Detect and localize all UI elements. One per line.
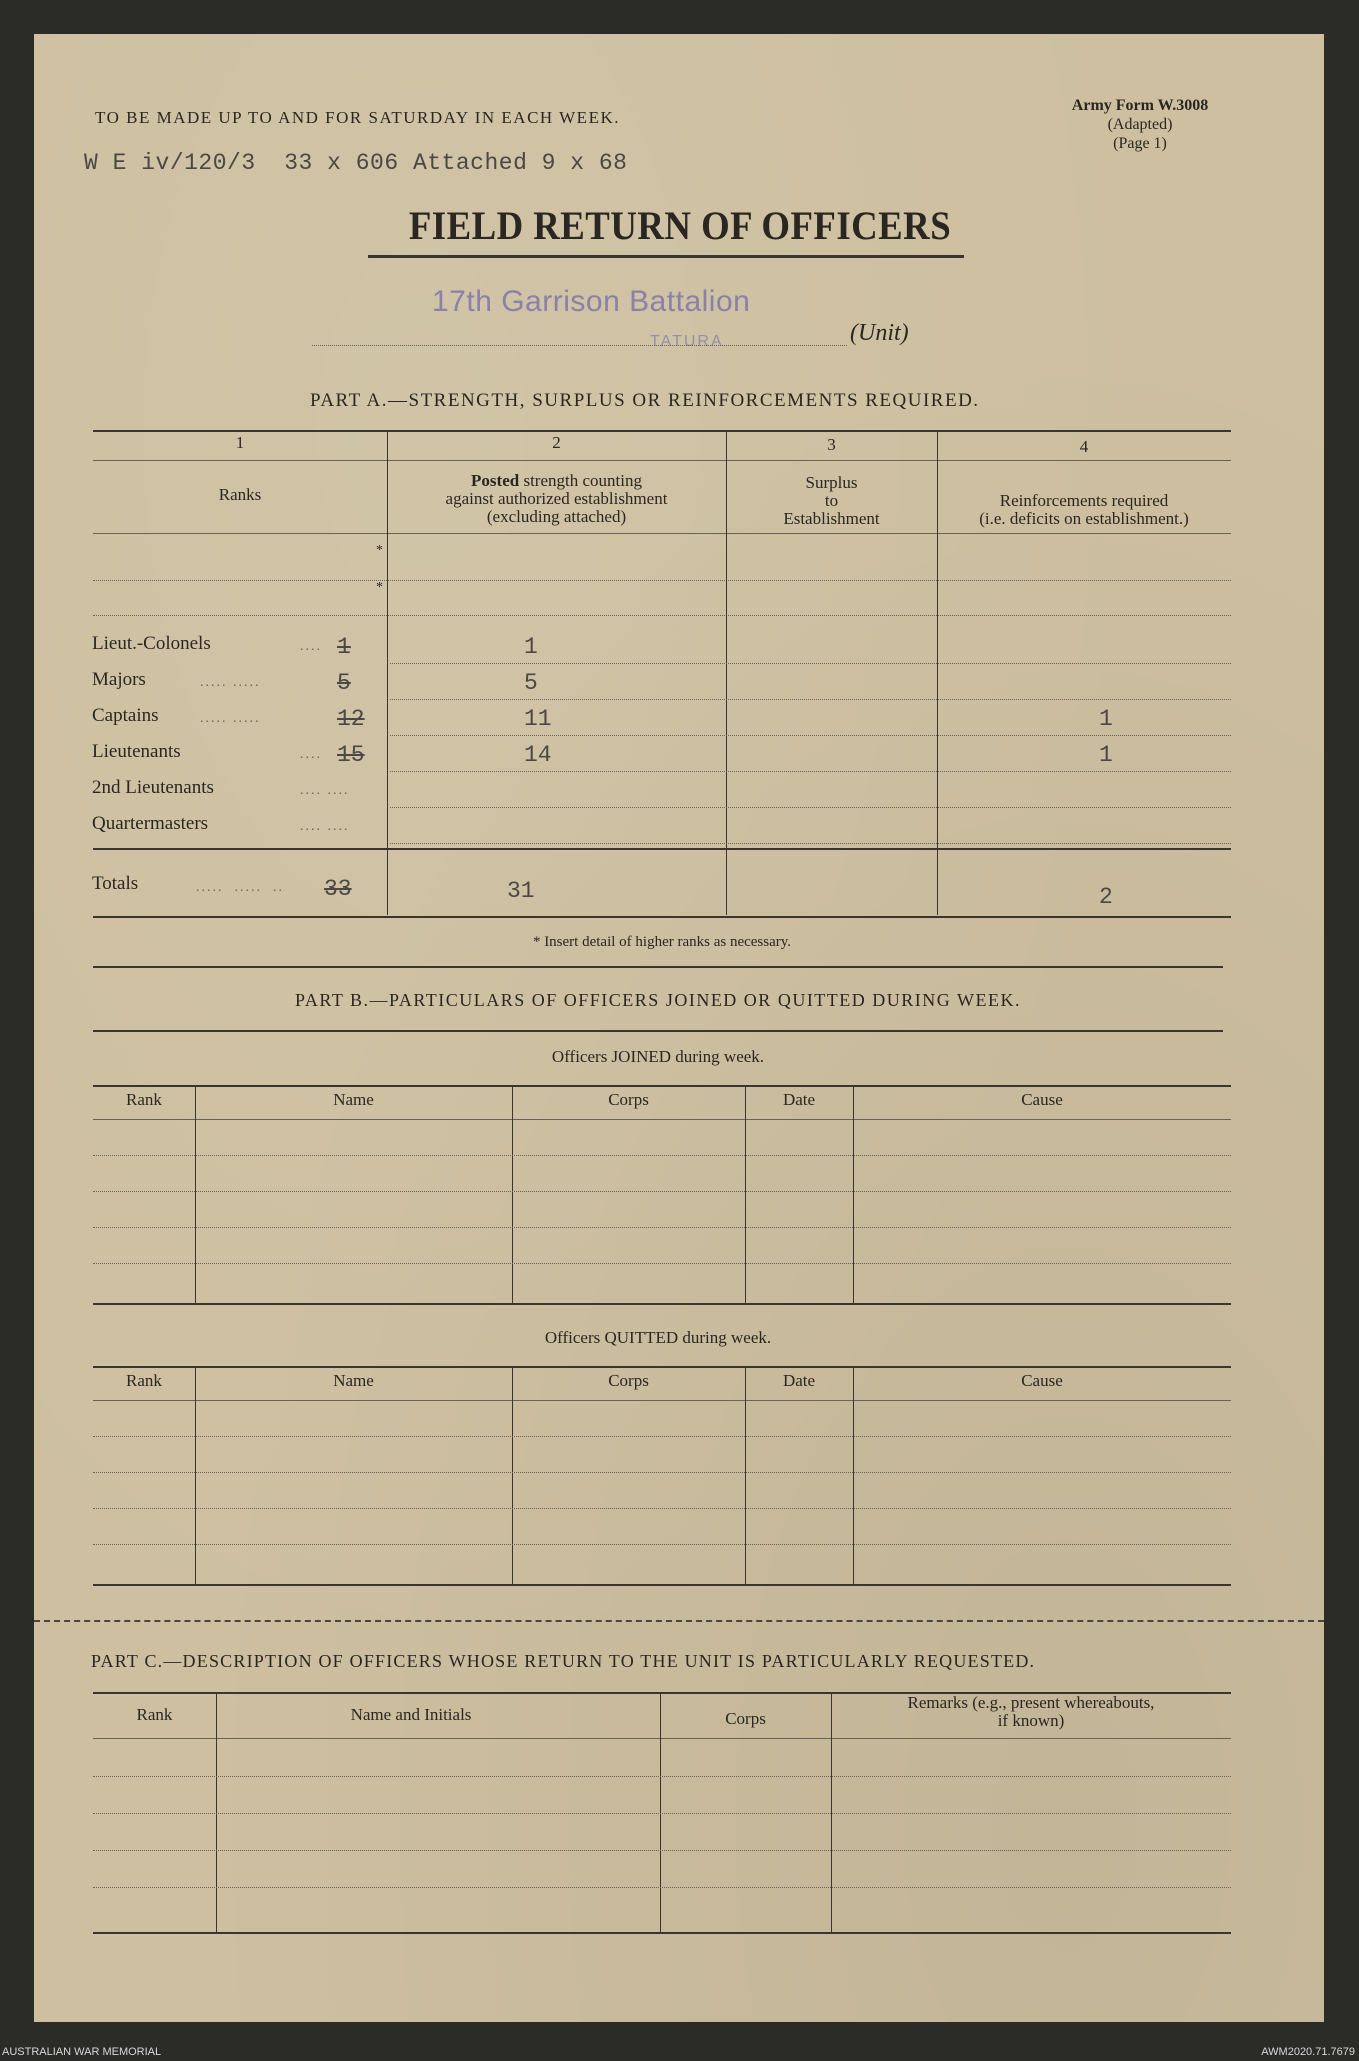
totals-posted: 31 — [507, 878, 535, 904]
perforation-line — [34, 1620, 1324, 1622]
posted-line2: against authorized establishment — [445, 489, 668, 508]
rank-label: Lieut.-Colonels — [92, 633, 211, 654]
col-number-2: 2 — [552, 433, 561, 452]
part-a-footnote: * Insert detail of higher ranks as necessary. — [532, 934, 792, 950]
part-c-col-corps: Corps — [725, 1709, 766, 1728]
quitted-col-date: Date — [782, 1371, 816, 1390]
joined-title: Officers JOINED during week. — [551, 1047, 765, 1066]
dot-leader: ..... ..... — [200, 711, 261, 726]
rank-label: Quartermasters — [92, 813, 209, 834]
row-rule — [390, 843, 1231, 844]
rank-label: Majors — [92, 669, 146, 690]
row-rule — [390, 771, 1231, 772]
dot-leader: .... .... — [300, 783, 350, 798]
part-b-heading: PART B.—PARTICULARS OF OFFICERS JOINED OR QUITTED DURING WEEK. — [295, 990, 1021, 1010]
rank-posted: 1 — [524, 634, 538, 660]
remarks-line2: if known) — [997, 1711, 1065, 1730]
col-header-posted — [387, 472, 726, 526]
col-header-surplus — [726, 474, 937, 528]
quitted-col-corps: Corps — [608, 1371, 649, 1390]
totals-label: Totals — [92, 873, 139, 894]
reinf-line2: (i.e. deficits on establishment.) — [979, 509, 1189, 528]
col-header-reinforcements — [937, 492, 1231, 528]
totals-reinforcements: 2 — [1099, 884, 1113, 910]
quitted-col-rank: Rank — [126, 1371, 162, 1390]
row-rule — [390, 735, 1231, 736]
part-a-heading: PART A.—STRENGTH, SURPLUS OR REINFORCEMENTS REQUIRED. — [310, 390, 980, 411]
rank-authorized: 15 — [337, 742, 365, 768]
typed-establishment: W E iv/120/3 33 x 606 Attached 9 x 68 — [84, 150, 628, 176]
part-c-col-name: Name and Initials — [350, 1705, 472, 1724]
joined-col-rank: Rank — [126, 1090, 162, 1109]
asterisk-1: * — [376, 543, 383, 558]
posted-bold: Posted — [471, 471, 520, 490]
form-page: (Page 1) — [1113, 135, 1167, 152]
page-title: FIELD RETURN OF OFFICERS — [408, 203, 952, 248]
rank-reinforcements: 1 — [1099, 742, 1113, 768]
col-number-3: 3 — [827, 435, 836, 454]
dot-leader: .... — [300, 639, 322, 654]
unit-stamp: 17th Garrison Battalion — [432, 285, 751, 318]
rank-label: Lieutenants — [92, 741, 181, 762]
joined-col-date: Date — [782, 1090, 816, 1109]
form-name: Army Form W.3008 — [1071, 97, 1209, 114]
unit-stamp-sub: TATURA — [650, 333, 724, 350]
part-a-top-rule — [93, 430, 1231, 432]
remarks-line1: Remarks (e.g., present whereabouts, — [907, 1693, 1155, 1712]
joined-col-name: Name — [333, 1090, 374, 1109]
posted-rest: strength counting — [523, 471, 642, 490]
part-c-col-rank: Rank — [136, 1705, 173, 1724]
dot-leader: .... — [300, 747, 322, 762]
rank-reinforcements: 1 — [1099, 706, 1113, 732]
reinf-line1: Reinforcements required — [999, 491, 1169, 510]
rank-authorized: 5 — [337, 670, 351, 696]
surplus-line1: Surplus — [805, 473, 858, 492]
rank-label: 2nd Lieutenants — [92, 777, 214, 798]
col-number-1: 1 — [235, 433, 245, 452]
form-number — [1040, 96, 1240, 153]
joined-col-corps: Corps — [608, 1090, 649, 1109]
rank-authorized: 12 — [337, 706, 365, 732]
footer-accession: AWM2020.71.7679 — [1261, 2046, 1355, 2058]
footer-credit: AUSTRALIAN WAR MEMORIAL — [2, 2046, 162, 2058]
col-number-4: 4 — [1079, 437, 1089, 456]
asterisk-2: * — [376, 580, 383, 595]
rank-posted: 11 — [524, 706, 552, 732]
rank-label: Captains — [92, 705, 159, 726]
title-underline — [368, 255, 964, 258]
rank-posted: 14 — [524, 742, 552, 768]
joined-col-cause: Cause — [1021, 1090, 1063, 1109]
totals-authorized: 33 — [324, 876, 352, 902]
rank-posted: 5 — [524, 670, 538, 696]
dot-leader: ..... ..... — [200, 675, 261, 690]
row-rule — [390, 699, 1231, 700]
part-c-col-remarks — [831, 1694, 1231, 1730]
unit-label: (Unit) — [850, 320, 909, 346]
row-rule — [390, 807, 1231, 808]
col-header-ranks: Ranks — [218, 485, 262, 504]
quitted-title: Officers QUITTED during week. — [544, 1328, 772, 1347]
rank-authorized: 1 — [337, 634, 351, 660]
part-c-heading: PART C.—DESCRIPTION OF OFFICERS WHOSE RETURN TO THE UNIT IS PARTICULARLY REQUESTED. — [91, 1651, 1036, 1671]
surplus-line3: Establishment — [783, 509, 880, 528]
form-adapted: (Adapted) — [1107, 116, 1173, 133]
quitted-col-name: Name — [333, 1371, 374, 1390]
instruction-text: TO BE MADE UP TO AND FOR SATURDAY IN EACH WEEK. — [95, 108, 620, 127]
dot-leader: .... .... — [300, 819, 350, 834]
surplus-line2: to — [824, 491, 839, 510]
posted-line3: (excluding attached) — [486, 507, 627, 526]
quitted-col-cause: Cause — [1021, 1371, 1063, 1390]
row-rule — [390, 663, 1231, 664]
unit-line — [312, 345, 847, 346]
